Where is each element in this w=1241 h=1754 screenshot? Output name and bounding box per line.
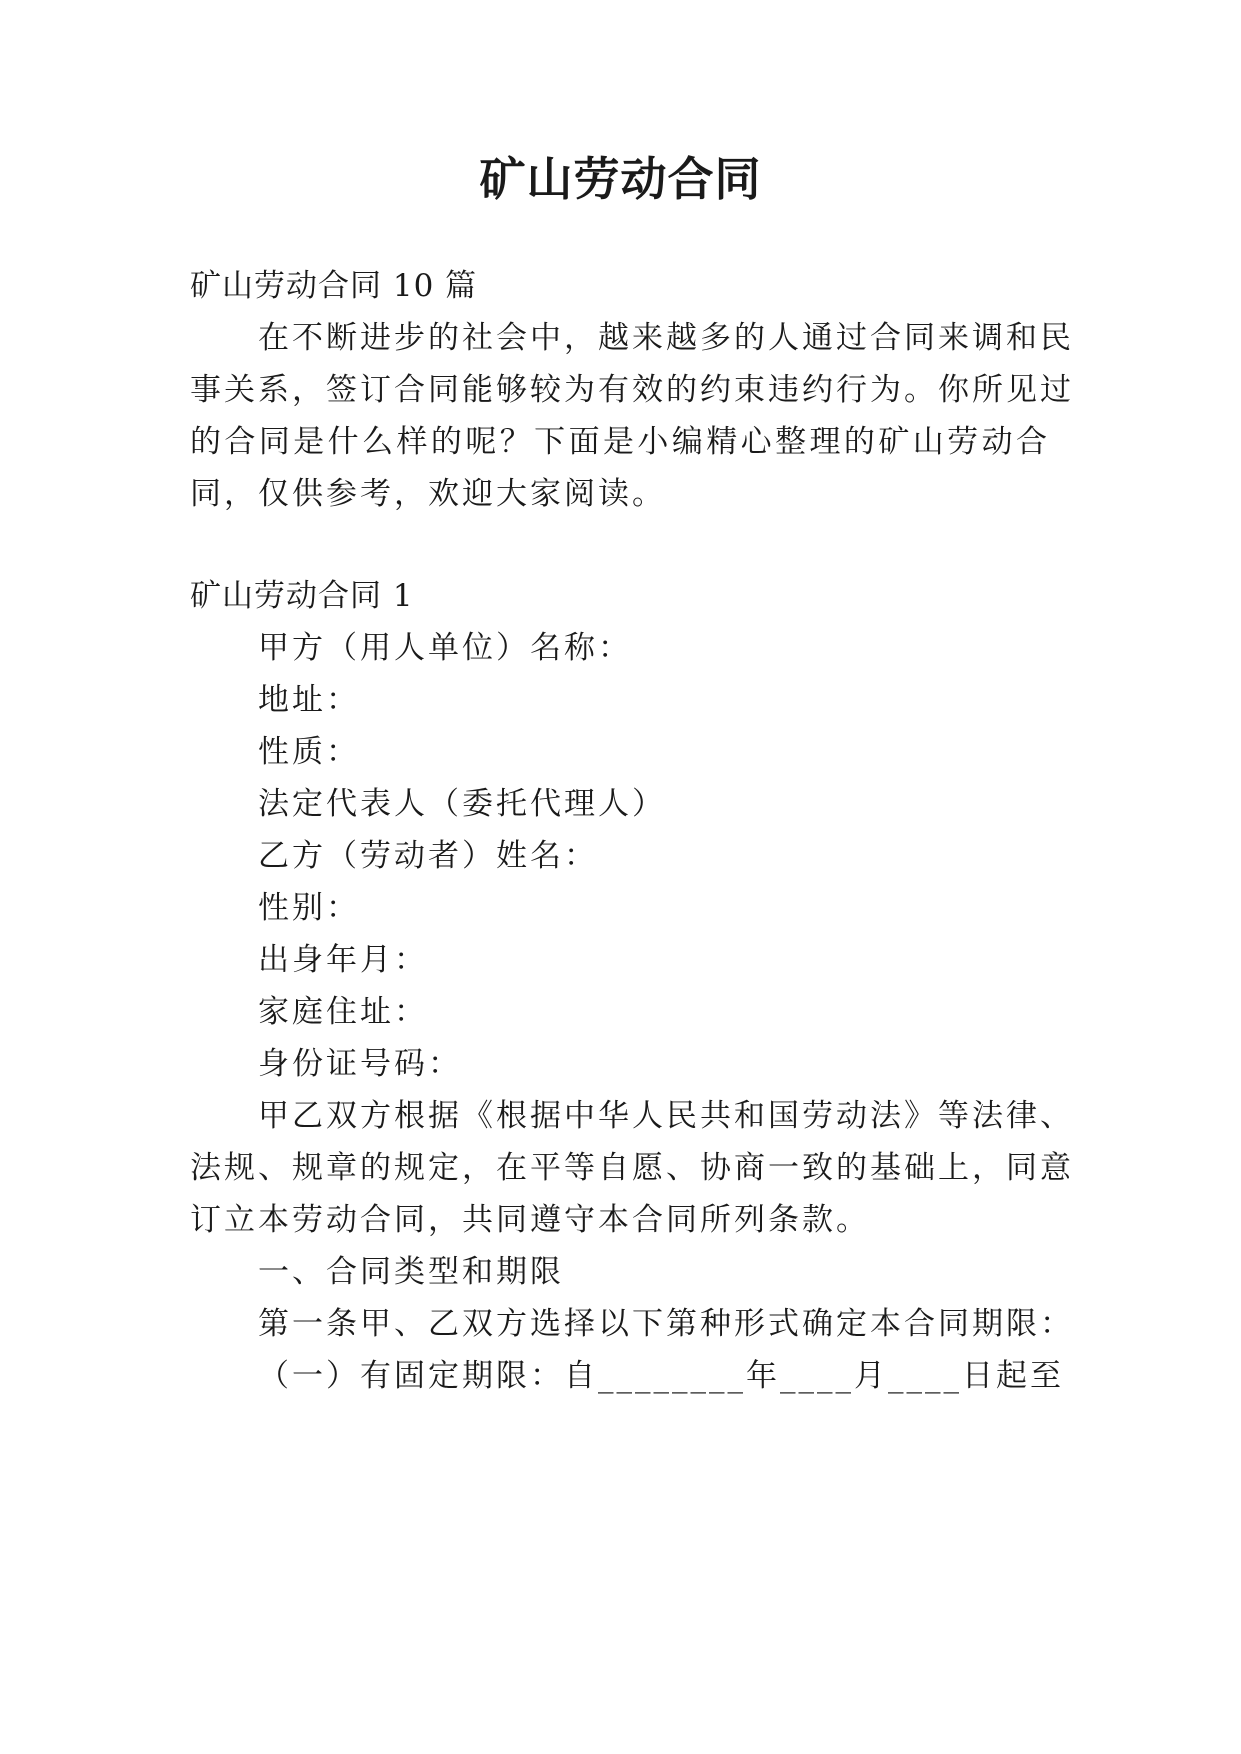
basis-line-2: 法规、规章的规定，在平等自愿、协商一致的基础上，同意 (190, 1150, 1074, 1186)
document-title: 矿山劳动合同 (479, 152, 762, 206)
field-party-a-name: 甲方（用人单位）名称： (258, 630, 632, 666)
field-gender: 性别： (258, 890, 360, 926)
field-legal-representative: 法定代表人（委托代理人） (258, 786, 666, 822)
basis-line-1: 甲乙双方根据《根据中华人民共和国劳动法》等法律、 (258, 1098, 1074, 1134)
intro-line-4: 同，仅供参考，欢迎大家阅读。 (190, 476, 666, 512)
document-subtitle: 矿山劳动合同 10 篇 (190, 268, 478, 304)
field-address: 地址： (258, 682, 360, 718)
section-heading: 矿山劳动合同 1 (190, 578, 414, 614)
field-nature: 性质： (258, 734, 360, 770)
intro-line-3: 的合同是什么样的呢？下面是小编精心整理的矿山劳动合 (190, 424, 1050, 460)
basis-line-3: 订立本劳动合同，共同遵守本合同所列条款。 (190, 1202, 870, 1238)
intro-line-2: 事关系，签订合同能够较为有效的约束违约行为。你所见过 (190, 372, 1074, 408)
field-birth-date: 出身年月： (258, 942, 428, 978)
chapter-heading-1: 一、合同类型和期限 (258, 1254, 564, 1290)
field-party-b-name: 乙方（劳动者）姓名： (258, 838, 598, 874)
article-1: 第一条甲、乙双方选择以下第种形式确定本合同期限： (258, 1306, 1074, 1342)
term-fixed: （一）有固定期限：自________年____月____日起至 (258, 1358, 1064, 1394)
intro-line-1: 在不断进步的社会中，越来越多的人通过合同来调和民 (258, 320, 1074, 356)
field-home-address: 家庭住址： (258, 994, 428, 1030)
field-id-number: 身份证号码： (258, 1046, 462, 1082)
